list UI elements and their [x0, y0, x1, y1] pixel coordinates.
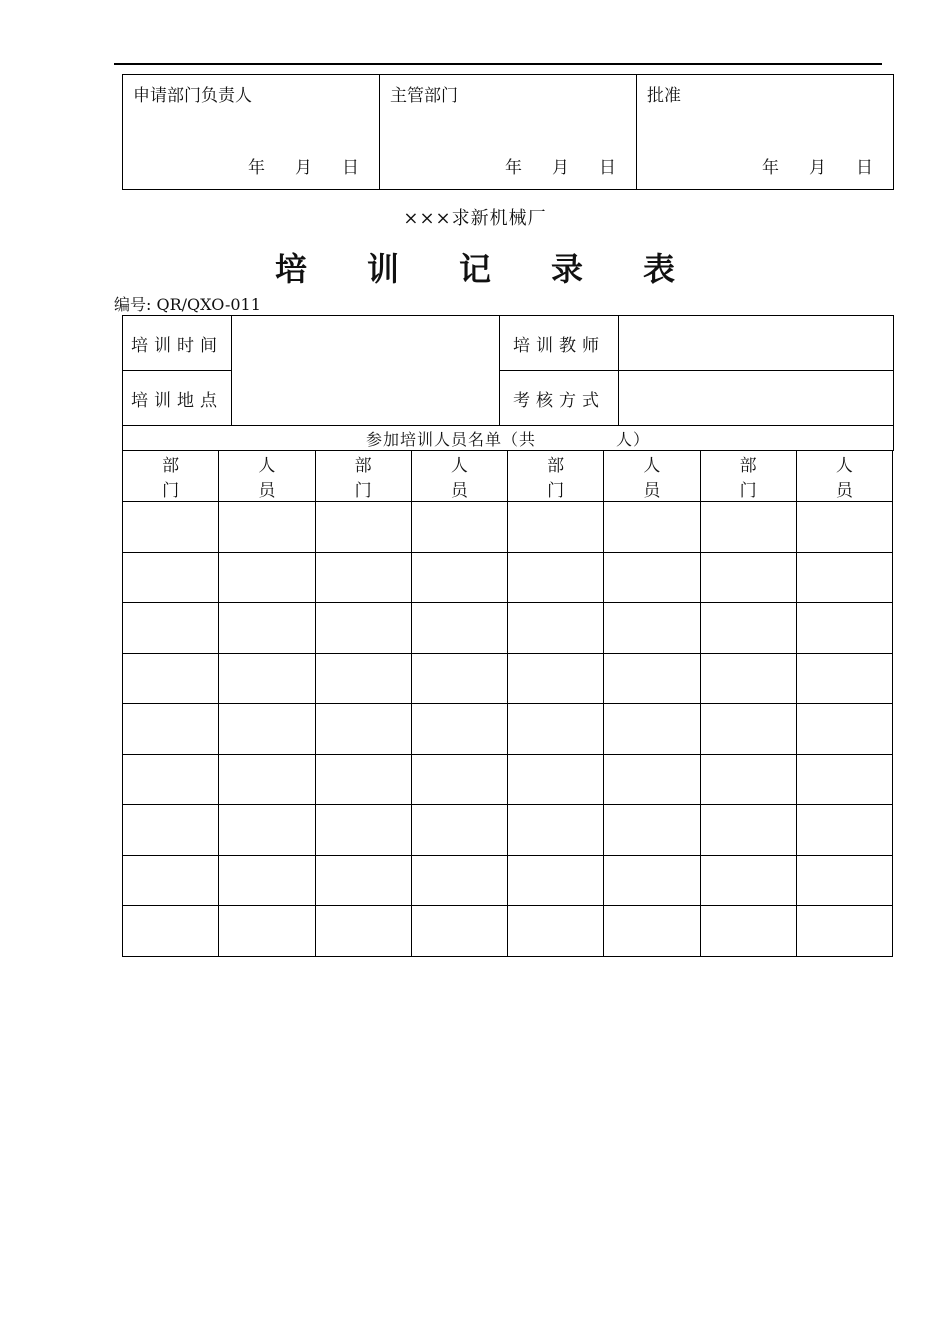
- training-teacher-value[interactable]: [619, 316, 894, 371]
- roster-cell[interactable]: [219, 855, 315, 906]
- roster-cell[interactable]: [604, 502, 700, 553]
- roster-cell[interactable]: [219, 805, 315, 856]
- roster-cell[interactable]: [700, 805, 796, 856]
- roster-cell[interactable]: [508, 603, 604, 654]
- table-row: [123, 502, 893, 553]
- table-row: [123, 704, 893, 755]
- day-label: 日: [599, 158, 616, 178]
- roster-cell[interactable]: [604, 805, 700, 856]
- column-header: 部门: [315, 451, 411, 502]
- document-number: 编号: QR/QXO-011: [114, 295, 261, 314]
- roster-title-prefix: 参加培训人员名单（共: [365, 429, 536, 449]
- roster-cell[interactable]: [700, 855, 796, 906]
- roster-cell[interactable]: [411, 653, 507, 704]
- roster-cell[interactable]: [219, 603, 315, 654]
- roster-cell[interactable]: [700, 653, 796, 704]
- roster-cell[interactable]: [604, 603, 700, 654]
- approval-label: 申请部门负责人: [133, 86, 252, 106]
- column-header: 部门: [700, 451, 796, 502]
- roster-cell[interactable]: [700, 704, 796, 755]
- roster-cell[interactable]: [123, 603, 219, 654]
- roster-cell[interactable]: [700, 754, 796, 805]
- roster-cell[interactable]: [796, 754, 892, 805]
- roster-cell[interactable]: [123, 855, 219, 906]
- training-teacher-label: 培训教师: [500, 316, 619, 371]
- table-row: [123, 754, 893, 805]
- approval-cell-dept-head[interactable]: [123, 75, 380, 190]
- roster-cell[interactable]: [796, 552, 892, 603]
- roster-cell[interactable]: [604, 855, 700, 906]
- roster-cell[interactable]: [508, 704, 604, 755]
- approval-label: 批准: [647, 86, 681, 106]
- column-header: 人员: [219, 451, 315, 502]
- roster-cell[interactable]: [315, 805, 411, 856]
- roster-cell[interactable]: [700, 502, 796, 553]
- roster-cell[interactable]: [315, 502, 411, 553]
- roster-cell[interactable]: [315, 653, 411, 704]
- approval-label: 主管部门: [390, 86, 458, 106]
- training-place-label: 培训地点: [123, 371, 232, 426]
- day-label: 日: [342, 158, 359, 178]
- table-row: [123, 805, 893, 856]
- roster-cell[interactable]: [508, 754, 604, 805]
- month-label: 月: [552, 158, 569, 178]
- roster-cell[interactable]: [508, 502, 604, 553]
- roster-cell[interactable]: [604, 906, 700, 957]
- roster-cell[interactable]: [411, 704, 507, 755]
- roster-cell[interactable]: [123, 805, 219, 856]
- month-label: 月: [809, 158, 826, 178]
- training-time-label: 培训时间: [123, 316, 232, 371]
- roster-cell[interactable]: [411, 603, 507, 654]
- roster-cell[interactable]: [123, 653, 219, 704]
- roster-cell[interactable]: [604, 552, 700, 603]
- year-label: 年: [505, 158, 522, 178]
- roster-cell[interactable]: [315, 855, 411, 906]
- roster-cell[interactable]: [796, 653, 892, 704]
- roster-cell[interactable]: [411, 552, 507, 603]
- roster-table: [122, 450, 893, 957]
- roster-cell[interactable]: [508, 805, 604, 856]
- roster-cell[interactable]: [796, 906, 892, 957]
- roster-cell[interactable]: [315, 552, 411, 603]
- roster-cell[interactable]: [123, 502, 219, 553]
- header-rule: [114, 63, 882, 65]
- day-label: 日: [856, 158, 873, 178]
- roster-cell[interactable]: [796, 704, 892, 755]
- roster-cell[interactable]: [796, 805, 892, 856]
- roster-cell[interactable]: [796, 603, 892, 654]
- column-header: 部门: [508, 451, 604, 502]
- roster-title-suffix: 人）: [616, 429, 651, 449]
- assessment-method-label: 考核方式: [500, 371, 619, 426]
- roster-cell[interactable]: [700, 552, 796, 603]
- roster-cell[interactable]: [604, 653, 700, 704]
- roster-body: [123, 502, 893, 957]
- approval-date: [762, 153, 873, 178]
- roster-cell[interactable]: [604, 754, 700, 805]
- table-row: [123, 855, 893, 906]
- column-header: 部门: [123, 451, 219, 502]
- table-row: [123, 552, 893, 603]
- column-header: 人员: [796, 451, 892, 502]
- roster-cell[interactable]: [123, 704, 219, 755]
- roster-cell[interactable]: [219, 653, 315, 704]
- approval-date: [505, 153, 616, 178]
- approval-date: [248, 153, 359, 178]
- page-title: 培训记录表: [274, 250, 735, 288]
- roster-title: [123, 426, 894, 451]
- roster-cell[interactable]: [796, 502, 892, 553]
- training-time-place-value[interactable]: [232, 316, 500, 426]
- table-row: [123, 906, 893, 957]
- year-label: 年: [762, 158, 779, 178]
- table-row: [123, 653, 893, 704]
- training-info-table: [122, 315, 894, 451]
- approval-table: [122, 74, 894, 190]
- column-header: 人员: [604, 451, 700, 502]
- assessment-method-value[interactable]: [619, 371, 894, 426]
- roster-cell[interactable]: [411, 805, 507, 856]
- month-label: 月: [295, 158, 312, 178]
- roster-cell[interactable]: [411, 754, 507, 805]
- roster-cell[interactable]: [219, 552, 315, 603]
- roster-cell[interactable]: [508, 855, 604, 906]
- roster-cell[interactable]: [315, 906, 411, 957]
- roster-cell[interactable]: [700, 603, 796, 654]
- roster-cell[interactable]: [315, 704, 411, 755]
- approval-cell-approve[interactable]: [637, 75, 894, 190]
- roster-cell[interactable]: [508, 906, 604, 957]
- roster-cell[interactable]: [219, 754, 315, 805]
- roster-cell[interactable]: [411, 855, 507, 906]
- roster-cell[interactable]: [315, 754, 411, 805]
- roster-cell[interactable]: [508, 552, 604, 603]
- roster-cell[interactable]: [123, 552, 219, 603]
- roster-cell[interactable]: [219, 502, 315, 553]
- roster-cell[interactable]: [315, 603, 411, 654]
- roster-cell[interactable]: [219, 704, 315, 755]
- roster-cell[interactable]: [123, 754, 219, 805]
- approval-cell-supervisor[interactable]: [380, 75, 637, 190]
- column-header: 人员: [411, 451, 507, 502]
- roster-cell[interactable]: [604, 704, 700, 755]
- company-name: ×××求新机械厂: [403, 208, 547, 229]
- roster-cell[interactable]: [796, 855, 892, 906]
- roster-cell[interactable]: [411, 502, 507, 553]
- roster-cell[interactable]: [508, 653, 604, 704]
- roster-cell[interactable]: [700, 906, 796, 957]
- roster-cell[interactable]: [411, 906, 507, 957]
- roster-cell[interactable]: [123, 906, 219, 957]
- roster-cell[interactable]: [219, 906, 315, 957]
- table-row: [123, 603, 893, 654]
- year-label: 年: [248, 158, 265, 178]
